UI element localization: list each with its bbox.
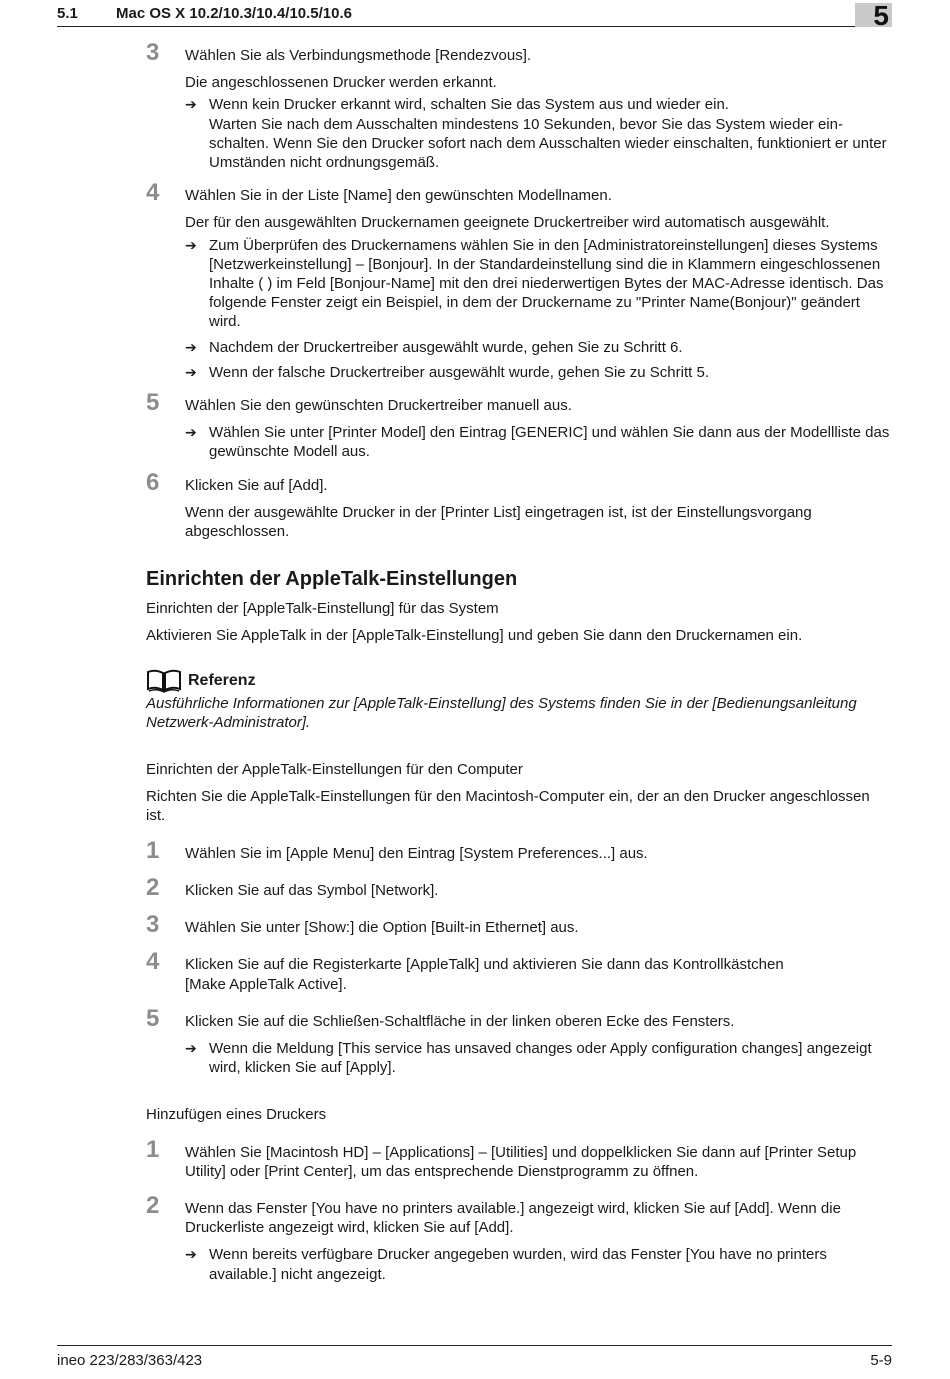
step-text: Wählen Sie im [Apple Menu] den Eintrag [System Preferences...] aus. [185, 844, 648, 862]
add-printer-heading: Hinzufügen eines Druckers [146, 1106, 327, 1124]
step-item [146, 911, 892, 939]
step-number: 5 [146, 1004, 160, 1032]
step-text: Wenn das Fenster [You have no printers available.] angezeigt wird, klicken Sie auf [Add]. Wenn die Druckerliste angezeigt wird, klicken Sie auf [Add]. [185, 1199, 841, 1237]
page-header [0, 0, 950, 30]
step-item [146, 179, 892, 382]
intro-heading: Einrichten der [AppleTalk-Einstellung] für das System [146, 600, 499, 618]
computer-setup-heading: Einrichten der AppleTalk-Einstellungen für den Computer [146, 761, 523, 779]
step-list-add-printer [146, 1135, 892, 1284]
step-number: 2 [146, 1191, 160, 1219]
arrow-right-icon: ➔ [185, 236, 197, 253]
step-number: 4 [146, 948, 160, 976]
step-note-text: Nachdem der Druckertreiber ausgewählt wurde, gehen Sie zu Schritt 6. [209, 338, 683, 356]
header-section-title: Mac OS X 10.2/10.3/10.4/10.5/10.6 [116, 5, 353, 22]
step-item [146, 1135, 892, 1181]
computer-setup-intro: Richten Sie die AppleTalk-Einstellungen für den Macintosh-Computer ein, der an den Drucker angeschlossen ist. [146, 788, 870, 825]
reference-heading [146, 668, 892, 694]
step-text: Wählen Sie in der Liste [Name] den gewünschten Modellnamen. [185, 187, 612, 205]
step-number: 4 [146, 179, 160, 207]
arrow-right-icon: ➔ [185, 96, 197, 113]
step-note [185, 1245, 892, 1283]
step-note-text: Wenn die Meldung [This service has unsaved changes oder Apply configuration changes] angezeigt wird, klicken Sie auf [Apply]. [209, 1039, 872, 1077]
step-note [185, 95, 892, 172]
step-list-rendezvous [146, 39, 892, 541]
reference-label: Referenz [188, 672, 256, 690]
step-result-text: Wenn der ausgewählte Drucker in der [Printer List] eingetragen ist, ist der Einstellungsvorgang abgeschlossen. [185, 503, 812, 541]
footer-model: ineo 223/283/363/423 [57, 1352, 203, 1369]
intro-text: Aktivieren Sie AppleTalk in der [AppleTalk-Einstellung] und geben Sie dann den Druckernamen ein. [146, 627, 803, 645]
step-text: Klicken Sie auf das Symbol [Network]. [185, 881, 439, 899]
step-note [185, 236, 892, 332]
reference-text: Ausführliche Informationen zur [AppleTalk-Einstellung] des Systems finden Sie in der [Bedienungsanleitung Netzwerk-Administrator]. [146, 694, 857, 731]
step-note-text: Wählen Sie unter [Printer Model] den Eintrag [GENERIC] und wählen Sie dann aus der Modellliste das gewünschte Modell aus. [209, 424, 890, 461]
step-number: 1 [146, 1135, 160, 1163]
step-item [146, 873, 892, 901]
chapter-number: 5 [873, 0, 889, 31]
arrow-right-icon: ➔ [185, 363, 197, 380]
footer-page-number: 5-9 [870, 1352, 892, 1369]
step-text: Wählen Sie unter [Show:] die Option [Built-in Ethernet] aus. [185, 919, 579, 937]
arrow-right-icon: ➔ [185, 424, 197, 441]
step-note [185, 1039, 892, 1077]
step-number: 3 [146, 39, 160, 66]
header-rule [57, 26, 892, 27]
step-text: Wählen Sie als Verbindungsmethode [Rendezvous]. [185, 47, 532, 64]
section-title: Einrichten der AppleTalk-Einstellungen [146, 568, 518, 591]
step-number: 2 [146, 873, 160, 901]
arrow-right-icon: ➔ [185, 1246, 197, 1263]
reference-box [146, 668, 892, 732]
step-item [146, 1004, 892, 1078]
step-number: 3 [146, 911, 160, 939]
step-number: 5 [146, 389, 160, 417]
step-result-text: Die angeschlossenen Drucker werden erkannt. [185, 74, 497, 92]
step-note [185, 363, 892, 382]
arrow-right-icon: ➔ [185, 1039, 197, 1056]
step-list-computer [146, 836, 892, 1078]
footer-rule [57, 1345, 892, 1346]
step-number: 1 [146, 836, 160, 864]
step-result-text: Der für den ausgewählten Druckernamen geeignete Druckertreiber wird automatisch ausgewählt. [185, 214, 830, 232]
book-icon [146, 669, 182, 693]
step-note [185, 423, 892, 461]
step-text: Klicken Sie auf die Schließen-Schaltfläche in der linken oberen Ecke des Fensters. [185, 1012, 735, 1030]
chapter-tab [855, 0, 892, 31]
step-note-text: Zum Überprüfen des Druckernamens wählen Sie in den [Administratoreinstellungen] dieses Systems [Netzwerkeinstellung] – [Bonjour]. In der Standardeinstellung sind die in Klammern eingeschlossenen Inhalte ( ) im Feld [Bonjour-Name] mit den drei niederwertigen Bytes der MAC-Adresse identisch. Das folgende Fenster zeigt ein Beispiel, in dem der Druckername zu "Printer Name(Bonjour)" geändert wird. [209, 236, 884, 331]
step-note-text: Wenn bereits verfügbare Drucker angegeben wurden, wird das Fenster [You have no printers available.] nicht angezeigt. [209, 1246, 827, 1283]
step-note-text: Wenn der falsche Druckertreiber ausgewählt wurde, gehen Sie zu Schritt 5. [209, 363, 709, 381]
step-item [146, 1191, 892, 1284]
step-note [185, 338, 892, 357]
step-item [146, 948, 892, 993]
step-text: Wählen Sie [Macintosh HD] – [Applications] – [Utilities] und doppelklicken Sie dann auf [Printer Setup Utility] oder [Print Center], um das entsprechende Dienstprogramm zu öffnen. [185, 1143, 857, 1180]
page-content [146, 39, 892, 1284]
step-item [146, 389, 892, 462]
arrow-right-icon: ➔ [185, 338, 197, 355]
step-item [146, 39, 892, 172]
step-text: Wählen Sie den gewünschten Druckertreiber manuell aus. [185, 397, 572, 415]
step-text: Klicken Sie auf die Registerkarte [AppleTalk] und aktivieren Sie dann das Kontrollkästchen [Make AppleTalk Active]. [185, 956, 784, 993]
step-item [146, 468, 892, 542]
header-section-number: 5.1 [57, 5, 78, 22]
step-note-text: Wenn kein Drucker erkannt wird, schalten Sie das System aus und wieder ein. Warten Sie nach dem Ausschalten mindestens 10 Sekunden, bevor Sie das System wieder ein-schalten. Wenn Sie den Drucker sofort nach dem Ausschalten wieder einschalten, funktioniert er unter Umständen nicht ordnungsgemäß. [209, 96, 887, 172]
step-number: 6 [146, 468, 160, 496]
step-item [146, 836, 892, 864]
step-text: Klicken Sie auf [Add]. [185, 476, 328, 494]
